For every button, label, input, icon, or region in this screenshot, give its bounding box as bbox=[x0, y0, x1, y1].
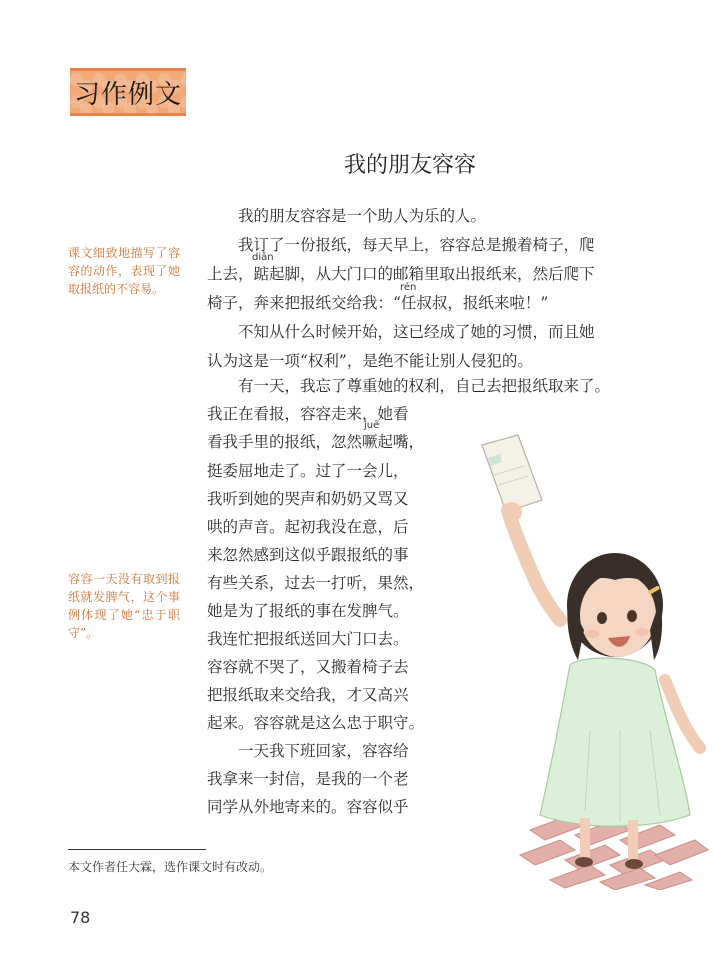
body-line: 来忽然感到这似乎跟报纸的事 bbox=[207, 546, 409, 564]
body-line: 有一天，我忘了尊重她的权利，自己去把报纸取来了。 bbox=[238, 377, 611, 395]
body-line: 我正在看报，容容走来，她看 bbox=[207, 405, 409, 423]
body-line: 她是为了报纸的事在发脾气。 bbox=[207, 602, 409, 620]
body-line: 同学从外地寄来的。容容似乎 bbox=[207, 798, 409, 816]
body-line: 哄的声音。起初我没在意，后 bbox=[207, 518, 409, 536]
body-line: 上去，踮起脚，从大门口的邮箱里取出报纸来，然后爬下 bbox=[207, 265, 595, 283]
essay-title: 我的朋友容容 bbox=[343, 153, 476, 178]
girl-with-newspaper-illustration bbox=[460, 430, 714, 890]
body-line: 挺委屈地走了。过了一会儿， bbox=[207, 462, 409, 480]
body-line: 有些关系，过去一打听，果然， bbox=[207, 574, 425, 592]
body-line: 我连忙把报纸送回大门口去。 bbox=[207, 630, 409, 648]
page-number: 78 bbox=[70, 908, 91, 927]
pinyin-annotation: rén bbox=[400, 282, 417, 293]
newspaper bbox=[482, 435, 542, 512]
body-line: 一天我下班回家，容容给 bbox=[238, 742, 409, 760]
body-line: 我订了一份报纸，每天早上，容容总是搬着椅子，爬 bbox=[238, 236, 595, 254]
footnote: 本文作者任大霖，选作课文时有改动。 bbox=[68, 860, 273, 874]
body-line: 不知从什么时候开始，这已经成了她的习惯，而且她 bbox=[238, 323, 595, 341]
pinyin-annotation: juē bbox=[364, 420, 380, 431]
body-line: 椅子，奔来把报纸交给我：“任叔叔，报纸来啦！” bbox=[207, 294, 549, 312]
body-line: 我听到她的哭声和奶奶又骂又 bbox=[207, 490, 409, 508]
body-line: 看我手里的报纸，忽然噘起嘴， bbox=[207, 433, 425, 451]
section-tag: 习作例文 bbox=[70, 68, 186, 116]
body-line: 容容就不哭了，又搬着椅子去 bbox=[207, 658, 409, 676]
body-line: 我拿来一封信，是我的一个老 bbox=[207, 770, 409, 788]
body-line: 把报纸取来交给我，才又高兴 bbox=[207, 686, 409, 704]
body-line: 起来。容容就是这么忠于职守。 bbox=[207, 714, 425, 732]
margin-note: 容容一天没有取到报纸就发脾气，这个事例体现了她“忠于职守”。 bbox=[68, 572, 180, 640]
margin-note: 课文细致地描写了容容的动作，表现了她取报纸的不容易。 bbox=[68, 246, 180, 296]
body-line: 我的朋友容容是一个助人为乐的人。 bbox=[238, 207, 487, 225]
body-line: 认为这是一项“权利”，是绝不能让别人侵犯的。 bbox=[207, 352, 533, 370]
pinyin-annotation: diǎn bbox=[252, 252, 274, 263]
footnote-divider bbox=[68, 849, 206, 850]
